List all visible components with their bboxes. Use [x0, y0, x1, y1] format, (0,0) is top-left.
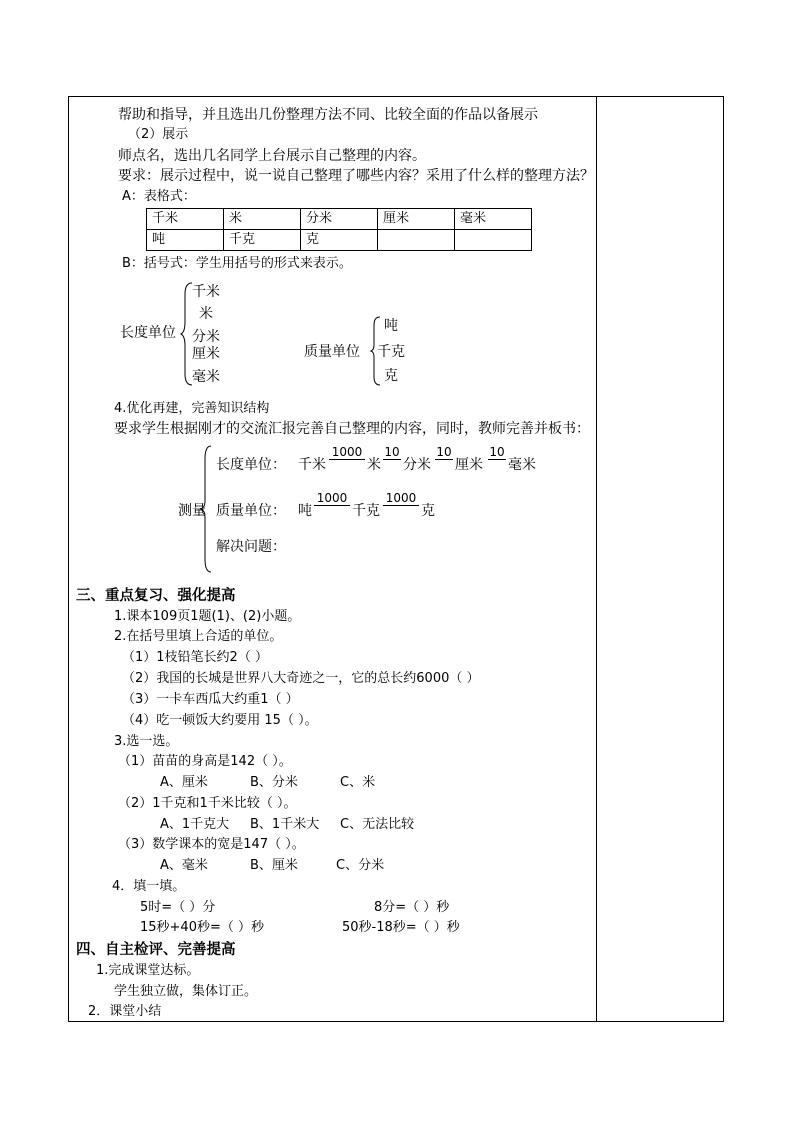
chain-unit: 厘米 — [455, 457, 483, 473]
intro-line-4: 要求：展示过程中，说一说自己整理了哪些内容？采用了什么样的整理方法？ — [118, 168, 594, 184]
q3-stem: （2）1千克和1千米比较（ ）。 — [118, 796, 297, 811]
table-cell: 米 — [224, 209, 301, 230]
table-cell — [378, 230, 455, 251]
length-item: 千米 — [192, 284, 220, 300]
q3-option: A、毫米 — [160, 858, 208, 873]
length-item: 分米 — [192, 329, 220, 345]
length-item: 毫米 — [192, 369, 220, 385]
mass-unit-label: 质量单位 — [304, 344, 360, 360]
mass-item: 吨 — [384, 318, 398, 334]
section3-q2: 2.在括号里填上合适的单位。 — [114, 629, 283, 644]
q3-option: C、无法比较 — [340, 817, 415, 832]
table-cell: 千米 — [147, 209, 224, 230]
problem-solving-label: 解决问题： — [216, 539, 286, 555]
chain-unit: 分米 — [403, 457, 431, 473]
q2-item: （3）一卡车西瓜大约重1（ ） — [122, 692, 299, 707]
length-item: 米 — [199, 306, 213, 322]
mass-chain-label: 质量单位： — [216, 503, 286, 519]
table-cell: 吨 — [147, 230, 224, 251]
intro-line-1: 帮助和指导，并且选出几份整理方法不同、比较全面的作品以备展示 — [118, 107, 538, 123]
chain-unit: 吨 — [298, 503, 312, 519]
q2-item: （4）吃一顿饭大约要用 15（ ）。 — [122, 713, 318, 728]
optimize-desc: 要求学生根据刚才的交流汇报完善自己整理的内容，同时，教师完善并板书： — [114, 421, 590, 437]
q3-option: B、分米 — [250, 775, 298, 790]
table-row — [147, 209, 532, 230]
rate-fraction — [383, 492, 419, 519]
section3-q4: 4．填一填。 — [112, 879, 186, 894]
table-cell: 克 — [301, 230, 378, 251]
q2-item: （2）我国的长城是世界八大奇迹之一，它的总长约6000（ ） — [122, 671, 480, 686]
q3-stem: （1）苗苗的身高是142（ ）。 — [118, 754, 292, 769]
mass-item: 克 — [384, 368, 398, 384]
q4-item: 8分=（ ）秒 — [374, 900, 450, 915]
length-chain-label: 长度单位： — [216, 457, 286, 473]
rate-value: 1000 — [385, 491, 417, 505]
rate-value: 1000 — [316, 491, 348, 505]
rate-fraction — [329, 446, 365, 473]
chain-unit: 千米 — [298, 457, 326, 473]
intro-line-3: 师点名，选出几名同学上台展示自己整理的内容。 — [118, 148, 426, 164]
rate-fraction — [383, 446, 401, 473]
bracket-form-label: B：括号式：学生用括号的形式来表示。 — [122, 256, 352, 271]
table-cell: 厘米 — [378, 209, 455, 230]
section4-item1-detail: 学生独立做，集体订正。 — [114, 984, 258, 999]
q3-option: A、1千克大 — [160, 817, 230, 832]
table-form-label: A：表格式： — [122, 189, 196, 204]
rate-value: 10 — [436, 445, 452, 459]
units-table — [146, 208, 532, 251]
rate-value: 10 — [384, 445, 400, 459]
q3-option: B、1千米大 — [250, 817, 320, 832]
chain-unit: 千克 — [352, 503, 380, 519]
measure-brace — [199, 445, 213, 573]
chain-unit: 克 — [421, 503, 435, 519]
table-cell — [455, 230, 532, 251]
table-cell: 毫米 — [455, 209, 532, 230]
table-cell: 分米 — [301, 209, 378, 230]
optimize-title: 4.优化再建，完善知识结构 — [114, 401, 270, 416]
rate-value: 1000 — [331, 445, 363, 459]
mass-item: 千克 — [377, 344, 405, 360]
column-divider — [596, 96, 597, 1022]
length-item: 厘米 — [192, 346, 220, 362]
table-cell: 千克 — [224, 230, 301, 251]
table-row — [147, 230, 532, 251]
q3-option: B、厘米 — [250, 858, 298, 873]
section3-q1: 1.课本109页1题(1)、(2)小题。 — [114, 609, 301, 624]
measure-root: 测量 — [178, 503, 206, 519]
chain-unit: 毫米 — [508, 457, 536, 473]
section4-item1: 1.完成课堂达标。 — [96, 963, 200, 978]
section4-item2: 2．课堂小结 — [88, 1004, 162, 1019]
section3-q3: 3.选一选。 — [114, 734, 179, 749]
q3-stem: （3）数学课本的宽是147（ ）。 — [118, 837, 305, 852]
intro-line-2: （2）展示 — [128, 127, 189, 142]
q4-item: 15秒+40秒=（ ）秒 — [140, 920, 265, 935]
q3-option: C、米 — [340, 775, 376, 790]
q2-item: （1）1枝铅笔长约2（ ） — [122, 650, 268, 665]
q3-option: C、分米 — [336, 858, 385, 873]
section3-heading: 三、重点复习、强化提高 — [76, 588, 236, 604]
q3-option: A、厘米 — [160, 775, 208, 790]
q4-item: 5时=（ ）分 — [140, 900, 216, 915]
rate-value: 10 — [489, 445, 505, 459]
chain-unit: 米 — [367, 457, 381, 473]
section4-heading: 四、自主检评、完善提高 — [76, 942, 236, 958]
rate-fraction — [314, 492, 350, 519]
length-unit-label: 长度单位 — [120, 325, 176, 341]
rate-fraction — [488, 446, 506, 473]
q4-item: 50秒-18秒=（ ）秒 — [342, 920, 460, 935]
rate-fraction — [435, 446, 453, 473]
